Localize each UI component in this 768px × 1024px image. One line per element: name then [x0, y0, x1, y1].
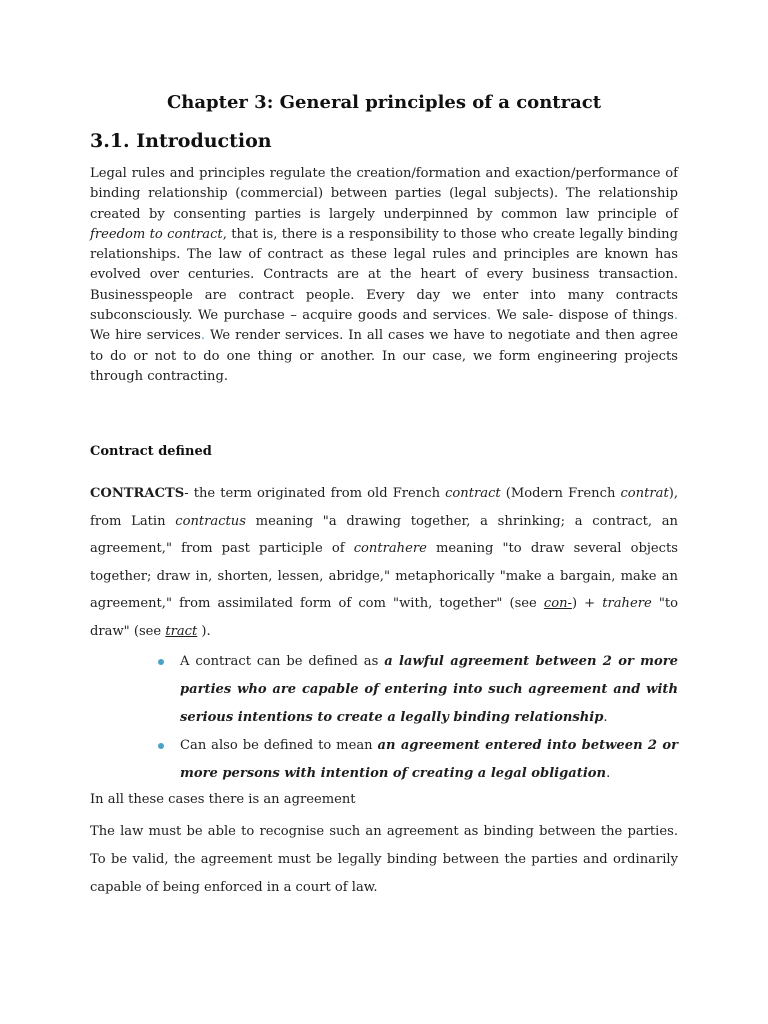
etym-italic: contrahere: [353, 541, 427, 556]
definition-end: .: [603, 710, 608, 725]
definition-end: .: [606, 766, 611, 781]
link-tract[interactable]: tract: [165, 623, 198, 639]
definition-emphasis: a lawful agreement between 2 or more parties who are capable of entering into such agreement and with serious intentions to create a legally binding relationship: [180, 654, 678, 725]
etym-italic: contractus: [175, 513, 246, 529]
etym-text: meaning "to draw several objects together; draw in, shorten, lessen, abridge," metaphorically "make a bargain, make an agreement," from assimilated form of com "with, together" (see: [90, 541, 678, 611]
etym-text: (Modern French: [500, 486, 621, 501]
etym-italic: contrat: [620, 486, 669, 501]
intro-text-3: We sale- dispose of things: [491, 308, 674, 324]
definition-lead: Can also be defined to mean: [180, 738, 378, 753]
intro-text-2: , that is, there is a responsibility to those who create legally binding relationships. The law of contract as these legal rules and principles are known has evolved over centuries. Contracts are at the heart of every business transaction. Businesspeople are contract people. Every day we enter into many contracts subconsciously. We purchase – acquire goods and services: [90, 226, 679, 324]
contracts-term: CONTRACTS: [90, 486, 185, 501]
closing-paragraph: The law must be able to recognise such an agreement as binding between the parties. To be valid, the agreement must be legally binding between the parties and ordinarily capable of being enforced in a court of law.: [90, 824, 678, 895]
contracts-etymology-paragraph: [90, 480, 678, 645]
etym-text: ) +: [571, 596, 603, 611]
bullet-dot-icon: [158, 743, 164, 749]
subheading-contract-defined: Contract defined: [90, 444, 212, 459]
etym-text: - the term originated from old French: [184, 486, 446, 501]
etym-text: ).: [197, 623, 211, 639]
closing-line-1: In all these cases there is an agreement: [90, 792, 356, 807]
etym-text: meaning "a drawing together, a shrinking; a contract, an agreement," from past participle of: [90, 513, 678, 556]
chapter-title: Chapter 3: General principles of a contract: [166, 92, 602, 113]
intro-text-5: We render services. In all cases we have to negotiate and then agree to do or not to do one thing or another. In our case, we form engineering projects through contracting.: [90, 328, 678, 384]
definition-emphasis: an agreement entered into between 2 or more persons with intention of creating a legal obligation: [180, 738, 678, 781]
intro-text-1: Legal rules and principles regulate the creation/formation and exaction/performance of binding relationship (commercial) between parties (legal subjects). The relationship created by consenting parties is largely underpinned by common law principle of: [90, 166, 678, 222]
definition-item: [90, 732, 678, 788]
etym-text: "to draw" (see: [90, 596, 678, 639]
definition-item: [90, 648, 678, 732]
definition-lead: A contract can be defined as: [180, 654, 385, 669]
intro-dot-1: .: [486, 308, 492, 324]
section-title: 3.1. Introduction: [90, 130, 272, 152]
intro-text-4: We hire services: [90, 328, 201, 344]
intro-dot-3: .: [200, 328, 206, 344]
link-con[interactable]: con-: [543, 596, 572, 611]
intro-italic: freedom to contract: [90, 226, 223, 242]
etym-italic: contract: [445, 486, 501, 501]
bullet-dot-icon: [158, 659, 164, 665]
intro-dot-2: .: [673, 308, 678, 324]
etym-italic: trahere: [602, 596, 652, 611]
definition-list: [90, 648, 678, 788]
intro-paragraph: [90, 164, 678, 387]
etym-text: ), from Latin: [90, 486, 678, 529]
